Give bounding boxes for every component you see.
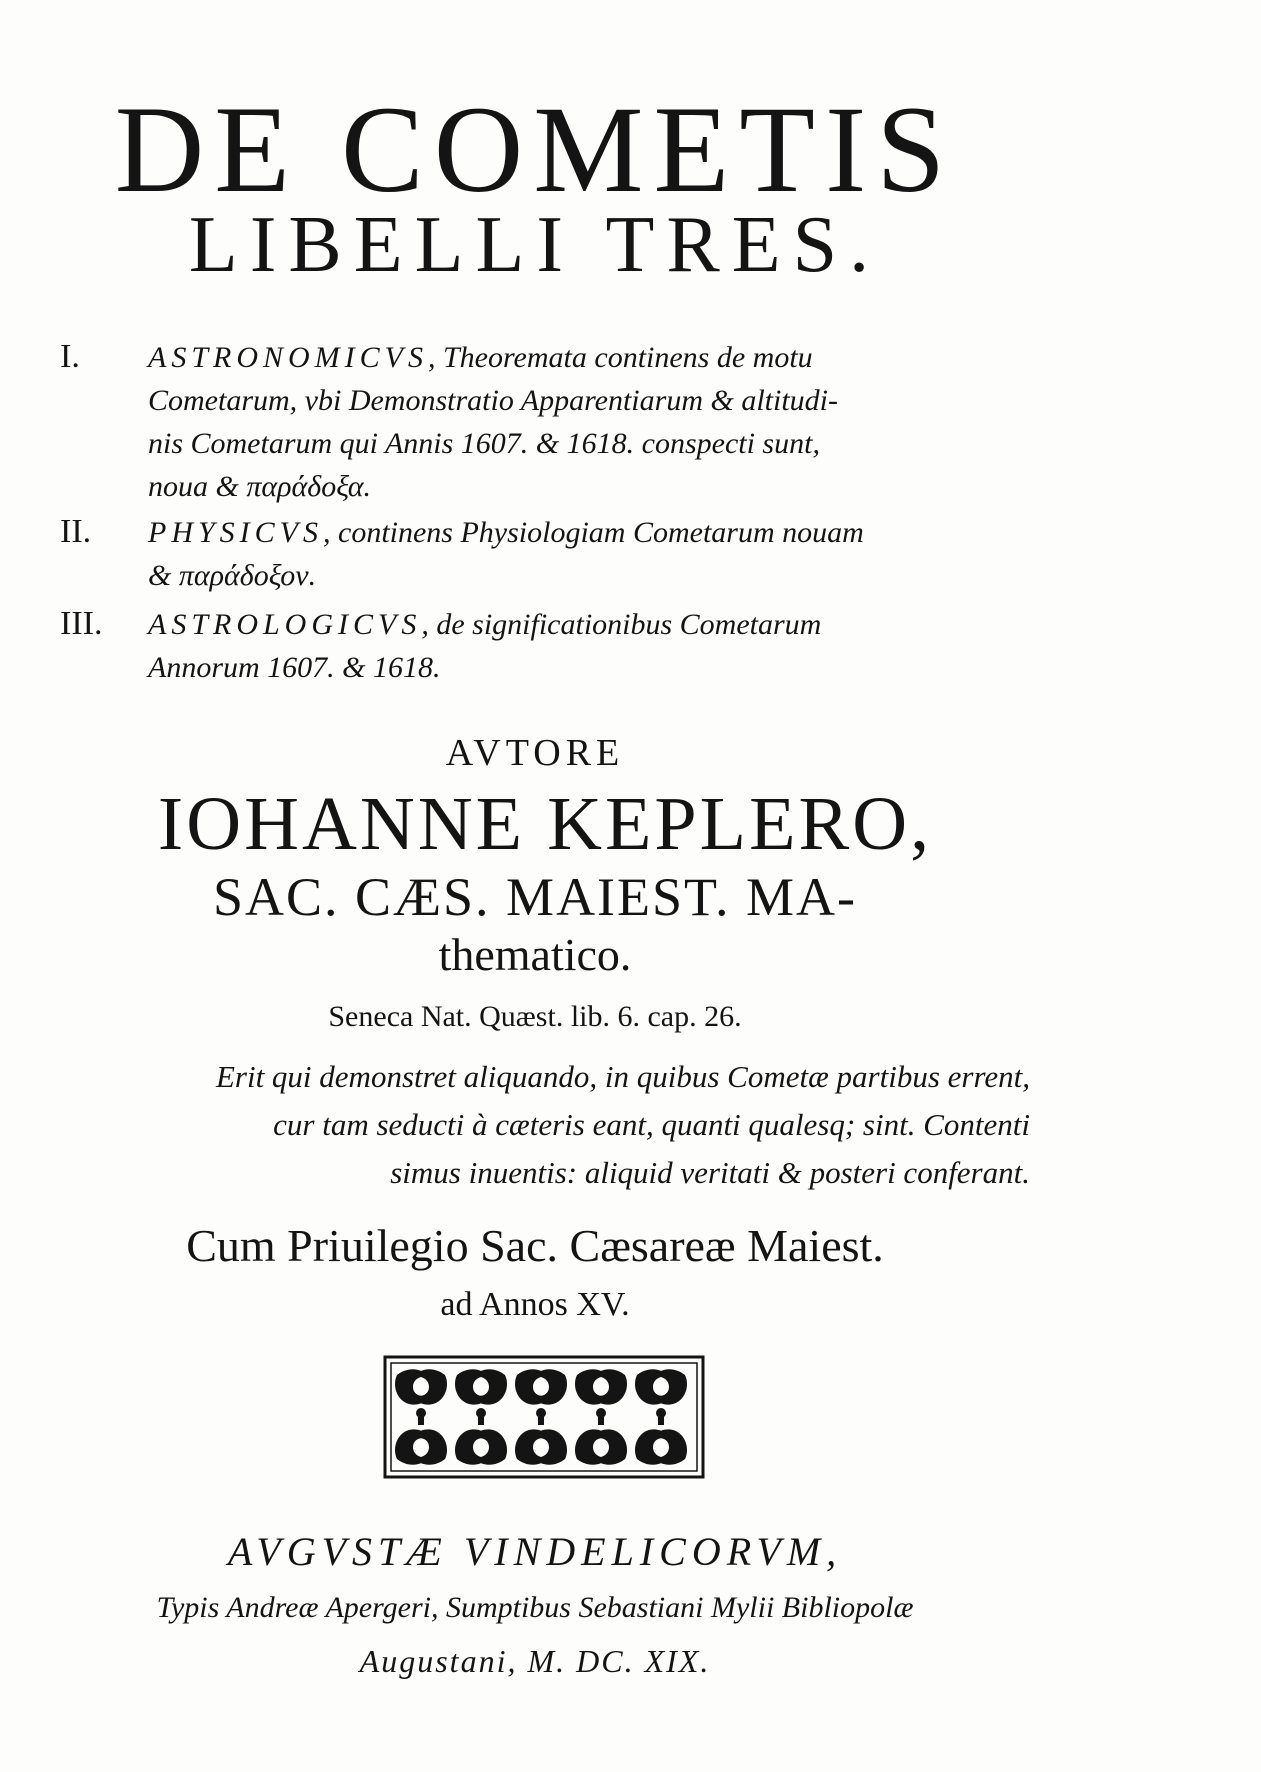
contents-heading: ASTRONOMICVS xyxy=(148,341,428,374)
contents-line: noua & παράδοξα. xyxy=(148,470,372,503)
contents-line: Annorum 1607. & 1618. xyxy=(148,651,441,684)
contents-heading: ASTROLOGICVS xyxy=(148,608,422,641)
epigraph-line: cur tam seducti à cæteris eant, quanti qualesq; sint. Contenti xyxy=(273,1107,1030,1142)
imprint-city: AVGVSTÆ VINDELICORVM, xyxy=(227,1529,843,1574)
contents-numeral: III. xyxy=(60,605,103,642)
contents-text: , Theoremata continens de motu xyxy=(428,341,813,374)
author-prefix: AVTORE xyxy=(445,732,625,774)
contents-heading: PHYSICVS xyxy=(148,516,323,549)
printers-ornament-icon xyxy=(383,1355,705,1479)
contents-item-2 xyxy=(60,510,1020,597)
contents-line: Cometarum, vbi Demonstratio Apparentiarum & altitudi- xyxy=(148,384,838,417)
title-line-2: LIBELLI TRES. xyxy=(188,201,882,289)
epigraph-line: simus inuentis: aliquid veritati & posteri conferant. xyxy=(390,1155,1030,1190)
contents-text: , de significationibus Cometarum xyxy=(421,608,822,641)
contents-line: nis Cometarum qui Annis 1607. & 1618. conspecti sunt, xyxy=(148,427,820,460)
epigraph-line: Erit qui demonstret aliquando, in quibus Cometæ partibus errent, xyxy=(215,1059,1030,1094)
contents-numeral: II. xyxy=(60,513,92,550)
privilege-line-2: ad Annos XV. xyxy=(440,1286,630,1323)
imprint-printer: Typis Andreæ Apergeri, Sumptibus Sebastiani Mylii Bibliopolæ xyxy=(156,1591,914,1624)
contents-item-1 xyxy=(60,335,1020,508)
imprint-place-date: Augustani, M. DC. XIX. xyxy=(359,1643,711,1679)
title-line-1: DE COMETIS xyxy=(114,81,956,218)
contents-numeral: I. xyxy=(60,338,80,375)
author-role-line-2: thematico. xyxy=(438,929,632,980)
epigraph-quote xyxy=(60,1053,1030,1197)
author-role-line-1: SAC. CÆS. MAIEST. MA- xyxy=(212,867,858,927)
privilege-line-1: Cum Priuilegio Sac. Cæsareæ Maiest. xyxy=(186,1220,884,1271)
contents-item-3 xyxy=(60,602,1020,689)
contents-text: , continens Physiologiam Cometarum nouam xyxy=(323,516,864,549)
epigraph-citation: Seneca Nat. Quæst. lib. 6. cap. 26. xyxy=(328,1000,742,1033)
contents-line: & παράδοξον. xyxy=(148,559,317,592)
author-name: IOHANNE KEPLERO, xyxy=(157,782,933,866)
